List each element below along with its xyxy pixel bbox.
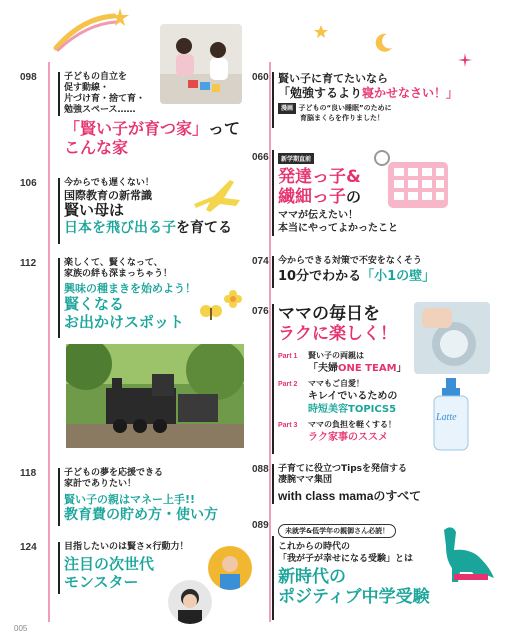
must-read-pill: 未就学&低学年の親御さん必読！ (278, 524, 396, 538)
sparkle-icon (458, 52, 472, 71)
right-column-line (269, 62, 271, 622)
butterfly-icon (200, 304, 222, 326)
new-term-badge: 新学期直前 (278, 153, 314, 164)
shooting-star-icon (52, 4, 132, 52)
moon-icon (372, 32, 394, 58)
page-number: 074 (252, 256, 269, 267)
children-playing-photo (160, 24, 242, 104)
folio: 005 (14, 624, 28, 633)
part-1[interactable]: Part 1 賢い子の両親は 「夫婦ONE TEAM」 (278, 351, 407, 375)
entry-line: 勉強スペース…… (64, 105, 136, 115)
page-number: 088 (252, 464, 269, 475)
dinosaur-icon (432, 520, 496, 588)
left-column-line (48, 62, 50, 622)
page-number: 098 (20, 72, 37, 83)
page-number: 106 (20, 178, 37, 189)
steam-train-photo (66, 344, 244, 448)
flower-icon (224, 290, 242, 312)
pill-organizer-icon (372, 148, 456, 216)
boy-portrait-photo (168, 580, 212, 624)
page-number: 066 (252, 152, 269, 163)
entry-line: 促す動線・ (64, 83, 110, 93)
manga-tag: 漫画 (278, 103, 296, 114)
part-3[interactable]: Part 3 ママの負担を軽くする！ ラク家事のススメ (278, 420, 396, 444)
lotion-bottle-icon: Latte (428, 378, 474, 452)
entry-headline-098[interactable]: 「賢い子が育つ家」って こんな家 (64, 119, 241, 157)
star-icon (314, 24, 328, 43)
page-number: 112 (20, 258, 37, 269)
page-number: 089 (252, 520, 269, 531)
page-number: 060 (252, 72, 269, 83)
entry-line: 子どもの自立を (64, 72, 128, 82)
airplane-icon (190, 176, 242, 220)
page-number: 118 (20, 468, 37, 479)
page-number: 076 (252, 306, 269, 317)
child-portrait-photo (208, 546, 252, 590)
part-2[interactable]: Part 2 ママもご自愛！ キレイでいるための 時短美容TOPICS5 (278, 379, 398, 416)
entry-line: 片づけ育・捨て育・ (64, 94, 146, 104)
washing-machine-photo (414, 302, 490, 374)
page-number: 124 (20, 542, 37, 553)
